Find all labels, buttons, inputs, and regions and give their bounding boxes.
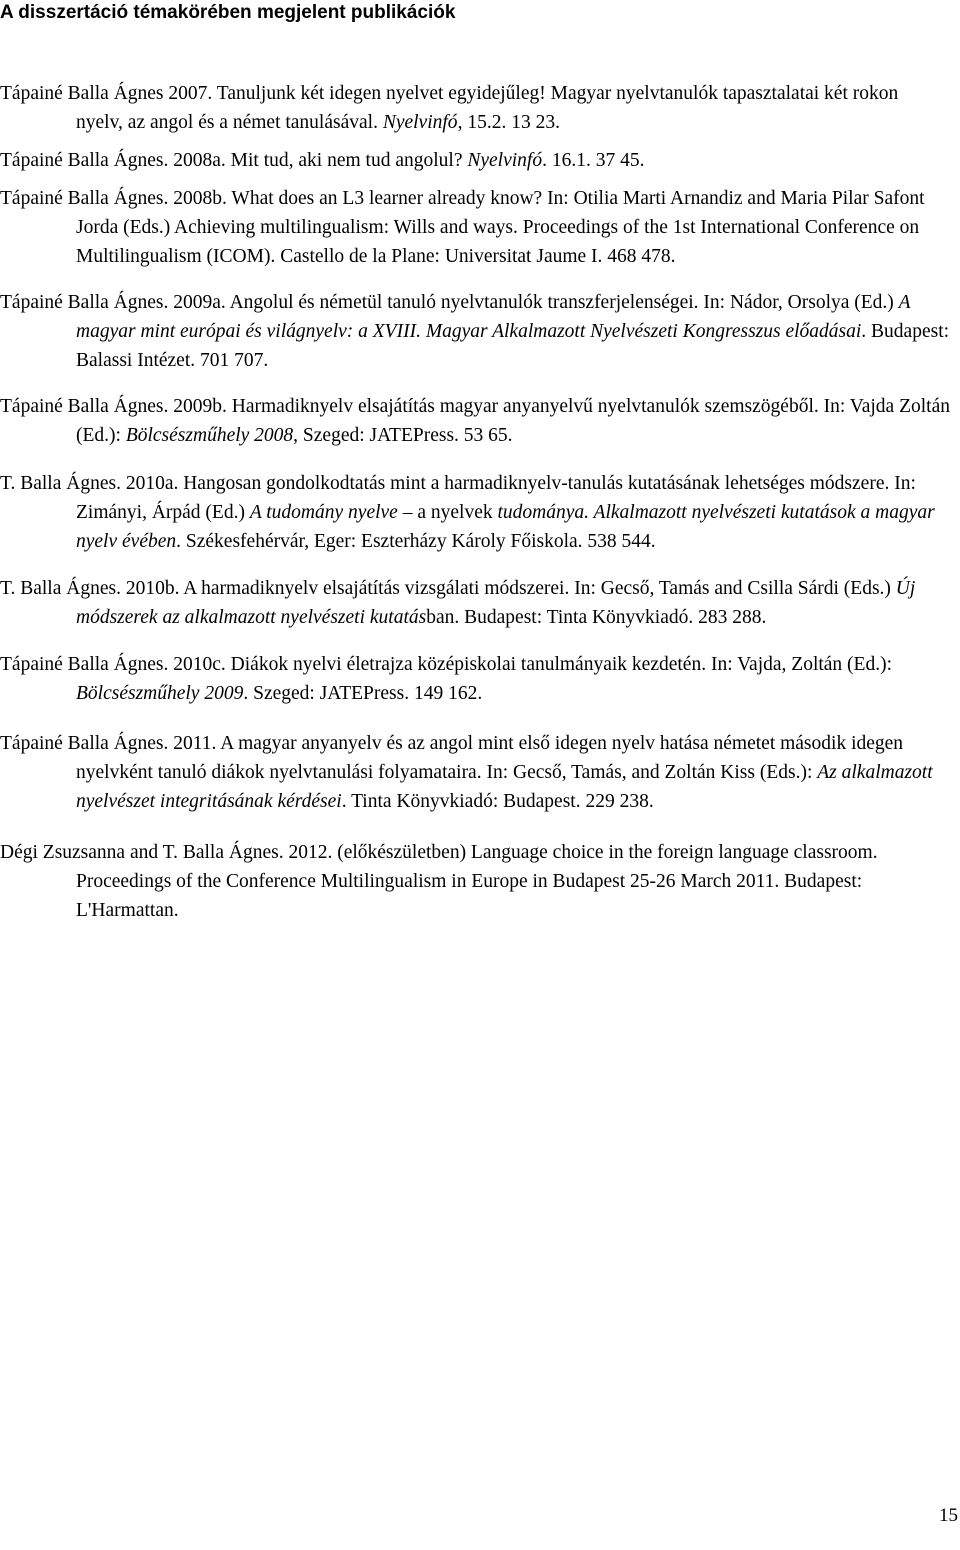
reference-italic-text: A magyar mint európai és világnyelv: a XVIII. Magyar Alkalmazott Nyelvészeti Kongresszus előadásai	[76, 292, 911, 342]
reference-italic-text: A tudomány nyelve	[249, 502, 398, 523]
reference-text: T. Balla Ágnes. 2010b. A harmadiknyelv elsajátítás vizsgálati módszerei. In: Gecső, Tamás and Csilla Sárdi (Eds.)	[0, 578, 896, 599]
reference-entry	[0, 729, 950, 816]
reference-italic-text: Bölcsészműhely 2009	[76, 683, 244, 704]
reference-entry	[0, 650, 950, 708]
reference-entry	[0, 79, 950, 137]
reference-entry	[0, 184, 950, 271]
reference-text: Tápainé Balla Ágnes 2007. Tanuljunk két idegen nyelvet egyidejűleg! Magyar nyelvtanulók tapasztalatai két rokon nyelv, az angol és a német tanulásával.	[0, 83, 899, 133]
section-heading: A disszertáció témakörében megjelent publikációk	[0, 2, 456, 23]
reference-italic-text: Nyelvinfó	[382, 112, 458, 133]
reference-italic-text: Nyelvinfó	[467, 150, 543, 171]
reference-entry	[0, 469, 950, 556]
page-number: 15	[939, 1505, 958, 1526]
reference-text: . 16.1. 37 45.	[542, 150, 645, 171]
reference-text: . Székesfehérvár, Eger: Eszterházy Károly Főiskola. 538 544.	[176, 531, 656, 552]
reference-text: – a nyelvek	[397, 502, 498, 523]
reference-text: Tápainé Balla Ágnes. 2008a. Mit tud, aki nem tud angolul?	[0, 150, 468, 171]
reference-entry	[0, 574, 950, 632]
reference-entry	[0, 288, 950, 375]
reference-text: T. Balla Ágnes. 2010a. Hangosan gondolkodtatás mint a harmadiknyelv-tanulás kutatásának lehetséges módszere. In: Zimányi, Árpád (Ed.)	[0, 473, 916, 523]
reference-entry	[0, 146, 950, 175]
reference-text: Tápainé Balla Ágnes. 2008b. What does an L3 learner already know? In: Otilia Marti Arnandiz and Maria Pilar Safont Jorda (Eds.) Achieving multilingualism: Wills and ways. Proceedings of the 1st International Conference on Multilingualism (ICOM). Castello de la Plane: Universitat Jaume I. 468 478.	[0, 188, 925, 267]
reference-text: ban. Budapest: Tinta Könyvkiadó. 283 288.	[426, 607, 767, 628]
reference-text: Dégi Zsuzsanna and T. Balla Ágnes. 2012. (előkészületben) Language choice in the foreign language classroom. Proceedings of the Conference Multilingualism in Europe in Budapest 25-26 March 2011. Budapest: L'Harmattan.	[0, 842, 878, 921]
reference-italic-text: Az alkalmazott nyelvészet integritásának kérdései	[76, 762, 933, 812]
reference-text: . Budapest: Balassi Intézet. 701 707.	[76, 321, 950, 371]
reference-text: Tápainé Balla Ágnes. 2009b. Harmadiknyelv elsajátítás magyar anyanyelvű nyelvtanulók szemszögéből. In: Vajda Zoltán (Ed.):	[0, 396, 950, 446]
reference-italic-text: Bölcsészműhely 2008	[125, 425, 294, 446]
reference-entry	[0, 838, 950, 925]
reference-text: . Tinta Könyvkiadó: Budapest. 229 238.	[341, 791, 654, 812]
reference-italic-text: Új módszerek az alkalmazott nyelvészeti kutatás	[76, 578, 916, 628]
reference-text: , 15.2. 13 23.	[457, 112, 560, 133]
reference-text: Tápainé Balla Ágnes. 2009a. Angolul és németül tanuló nyelvtanulók transzferjelenségei. In: Nádor, Orsolya (Ed.)	[0, 292, 899, 313]
publication-list	[0, 79, 950, 925]
reference-text: Tápainé Balla Ágnes. 2010c. Diákok nyelvi életrajza középiskolai tanulmányaik kezdetén. In: Vajda, Zoltán (Ed.):	[0, 654, 893, 675]
reference-text: Tápainé Balla Ágnes. 2011. A magyar anyanyelv és az angol mint első idegen nyelv hatása németet második idegen nyelvként tanuló diákok nyelvtanulási folyamataira. In: Gecső, Tamás, and Zoltán Kiss (Eds.):	[0, 733, 904, 783]
reference-text: . Szeged: JATEPress. 149 162.	[243, 683, 483, 704]
reference-text: , Szeged: JATEPress. 53 65.	[293, 425, 513, 446]
reference-italic-text: tudománya. Alkalmazott nyelvészeti kutatások a magyar nyelv évében	[76, 502, 935, 552]
reference-entry	[0, 392, 950, 450]
